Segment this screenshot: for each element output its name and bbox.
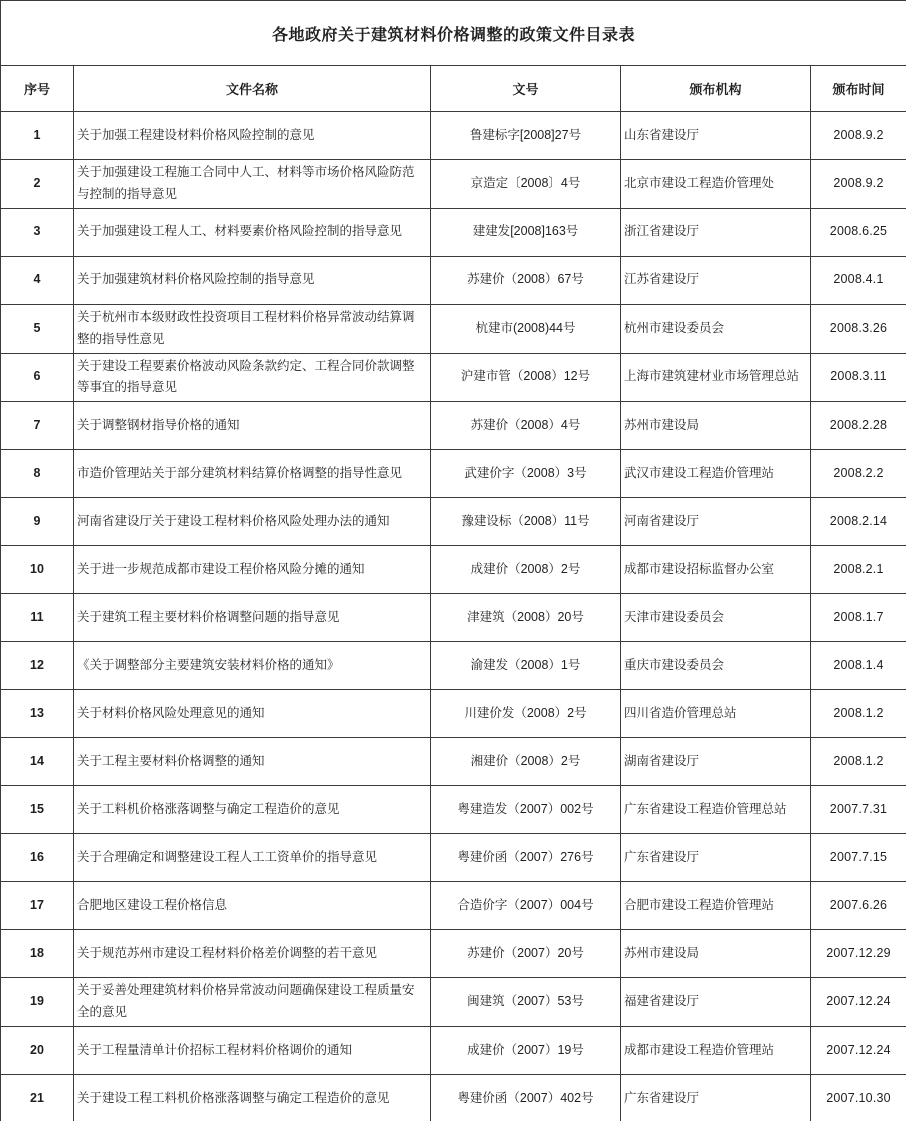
agency-cell: 天津市建设委员会	[621, 594, 811, 642]
agency-cell: 武汉市建设工程造价管理站	[621, 450, 811, 498]
agency-cell: 苏州市建设局	[621, 402, 811, 450]
doc-name-cell: 市造价管理站关于部分建筑材料结算价格调整的指导性意见	[74, 450, 431, 498]
agency-cell: 成都市建设招标监督办公室	[621, 546, 811, 594]
table-row	[1, 402, 906, 450]
doc-name-cell: 关于规范苏州市建设工程材料价格差价调整的若干意见	[74, 930, 431, 978]
header-date: 颁布时间	[811, 66, 906, 112]
agency-cell: 福建省建设厅	[621, 978, 811, 1027]
row-number-cell: 8	[1, 450, 74, 498]
date-cell: 2008.1.4	[811, 642, 906, 690]
doc-name-cell: 合肥地区建设工程价格信息	[74, 882, 431, 930]
doc-name-cell: 关于工程量清单计价招标工程材料价格调价的通知	[74, 1027, 431, 1075]
row-number-cell: 13	[1, 690, 74, 738]
row-number-cell: 3	[1, 208, 74, 256]
doc-number-cell: 成建价（2008）2号	[431, 546, 621, 594]
doc-number-cell: 武建价字（2008）3号	[431, 450, 621, 498]
agency-cell: 山东省建设厅	[621, 112, 811, 160]
date-cell: 2007.7.15	[811, 834, 906, 882]
date-cell: 2008.9.2	[811, 160, 906, 209]
table-header-row	[1, 66, 906, 112]
header-doc-name: 文件名称	[74, 66, 431, 112]
date-cell: 2008.1.2	[811, 738, 906, 786]
row-number-cell: 19	[1, 978, 74, 1027]
row-number-cell: 7	[1, 402, 74, 450]
doc-number-cell: 豫建设标（2008）11号	[431, 498, 621, 546]
row-number-cell: 2	[1, 160, 74, 209]
doc-name-cell: 关于加强工程建设材料价格风险控制的意见	[74, 112, 431, 160]
table-row	[1, 786, 906, 834]
date-cell: 2008.2.1	[811, 546, 906, 594]
date-cell: 2008.4.1	[811, 256, 906, 304]
agency-cell: 苏州市建设局	[621, 930, 811, 978]
table-row	[1, 738, 906, 786]
table-row	[1, 546, 906, 594]
doc-number-cell: 合造价字（2007）004号	[431, 882, 621, 930]
table-row	[1, 690, 906, 738]
agency-cell: 湖南省建设厅	[621, 738, 811, 786]
doc-number-cell: 沪建市管（2008）12号	[431, 353, 621, 402]
agency-cell: 广东省建设工程造价管理总站	[621, 786, 811, 834]
table-row	[1, 594, 906, 642]
agency-cell: 杭州市建设委员会	[621, 304, 811, 353]
date-cell: 2008.2.28	[811, 402, 906, 450]
date-cell: 2008.3.26	[811, 304, 906, 353]
date-cell: 2008.9.2	[811, 112, 906, 160]
doc-number-cell: 苏建价（2008）67号	[431, 256, 621, 304]
date-cell: 2008.1.2	[811, 690, 906, 738]
doc-number-cell: 建建发[2008]163号	[431, 208, 621, 256]
table-row	[1, 498, 906, 546]
row-number-cell: 21	[1, 1075, 74, 1121]
row-number-cell: 20	[1, 1027, 74, 1075]
doc-number-cell: 成建价（2007）19号	[431, 1027, 621, 1075]
table-row	[1, 450, 906, 498]
date-cell: 2007.6.26	[811, 882, 906, 930]
table-row	[1, 978, 906, 1027]
agency-cell: 成都市建设工程造价管理站	[621, 1027, 811, 1075]
date-cell: 2008.3.11	[811, 353, 906, 402]
row-number-cell: 16	[1, 834, 74, 882]
table-row	[1, 160, 906, 209]
doc-name-cell: 关于加强建筑材料价格风险控制的指导意见	[74, 256, 431, 304]
row-number-cell: 18	[1, 930, 74, 978]
row-number-cell: 17	[1, 882, 74, 930]
table-row	[1, 208, 906, 256]
agency-cell: 广东省建设厅	[621, 834, 811, 882]
date-cell: 2007.12.24	[811, 978, 906, 1027]
doc-number-cell: 粤建价函（2007）276号	[431, 834, 621, 882]
table-title-row	[1, 1, 906, 66]
doc-name-cell: 《关于调整部分主要建筑安装材料价格的通知》	[74, 642, 431, 690]
date-cell: 2007.12.24	[811, 1027, 906, 1075]
doc-number-cell: 京造定〔2008〕4号	[431, 160, 621, 209]
agency-cell: 上海市建筑建材业市场管理总站	[621, 353, 811, 402]
doc-name-cell: 关于建设工程工料机价格涨落调整与确定工程造价的意见	[74, 1075, 431, 1121]
header-no: 序号	[1, 66, 74, 112]
row-number-cell: 5	[1, 304, 74, 353]
agency-cell: 北京市建设工程造价管理处	[621, 160, 811, 209]
doc-name-cell: 关于调整钢材指导价格的通知	[74, 402, 431, 450]
date-cell: 2008.1.7	[811, 594, 906, 642]
row-number-cell: 1	[1, 112, 74, 160]
header-doc-number: 文号	[431, 66, 621, 112]
date-cell: 2007.7.31	[811, 786, 906, 834]
doc-number-cell: 鲁建标字[2008]27号	[431, 112, 621, 160]
doc-number-cell: 闽建筑（2007）53号	[431, 978, 621, 1027]
doc-name-cell: 关于进一步规范成都市建设工程价格风险分摊的通知	[74, 546, 431, 594]
doc-number-cell: 川建价发（2008）2号	[431, 690, 621, 738]
doc-number-cell: 湘建价（2008）2号	[431, 738, 621, 786]
doc-name-cell: 河南省建设厅关于建设工程材料价格风险处理办法的通知	[74, 498, 431, 546]
date-cell: 2008.2.2	[811, 450, 906, 498]
row-number-cell: 12	[1, 642, 74, 690]
row-number-cell: 6	[1, 353, 74, 402]
table-row	[1, 930, 906, 978]
table-title: 各地政府关于建筑材料价格调整的政策文件目录表	[1, 1, 906, 66]
doc-name-cell: 关于加强建设工程施工合同中人工、材料等市场价格风险防范与控制的指导意见	[74, 160, 431, 209]
table-body	[1, 112, 906, 1121]
doc-name-cell: 关于加强建设工程人工、材料要素价格风险控制的指导意见	[74, 208, 431, 256]
doc-name-cell: 关于材料价格风险处理意见的通知	[74, 690, 431, 738]
agency-cell: 河南省建设厅	[621, 498, 811, 546]
table-row	[1, 642, 906, 690]
doc-number-cell: 苏建价（2007）20号	[431, 930, 621, 978]
row-number-cell: 9	[1, 498, 74, 546]
doc-number-cell: 苏建价（2008）4号	[431, 402, 621, 450]
doc-name-cell: 关于合理确定和调整建设工程人工工资单价的指导意见	[74, 834, 431, 882]
doc-number-cell: 粤建价函（2007）402号	[431, 1075, 621, 1121]
date-cell: 2008.2.14	[811, 498, 906, 546]
agency-cell: 重庆市建设委员会	[621, 642, 811, 690]
agency-cell: 合肥市建设工程造价管理站	[621, 882, 811, 930]
table-row	[1, 353, 906, 402]
row-number-cell: 10	[1, 546, 74, 594]
date-cell: 2007.12.29	[811, 930, 906, 978]
table-row	[1, 1027, 906, 1075]
doc-name-cell: 关于建设工程要素价格波动风险条款约定、工程合同价款调整等事宜的指导意见	[74, 353, 431, 402]
row-number-cell: 11	[1, 594, 74, 642]
row-number-cell: 14	[1, 738, 74, 786]
table-row	[1, 256, 906, 304]
table-row	[1, 882, 906, 930]
table-row	[1, 834, 906, 882]
agency-cell: 广东省建设厅	[621, 1075, 811, 1121]
doc-name-cell: 关于建筑工程主要材料价格调整问题的指导意见	[74, 594, 431, 642]
doc-name-cell: 关于妥善处理建筑材料价格异常波动问题确保建设工程质量安全的意见	[74, 978, 431, 1027]
doc-number-cell: 渝建发（2008）1号	[431, 642, 621, 690]
doc-number-cell: 粤建造发（2007）002号	[431, 786, 621, 834]
header-agency: 颁布机构	[621, 66, 811, 112]
table-row	[1, 112, 906, 160]
agency-cell: 浙江省建设厅	[621, 208, 811, 256]
row-number-cell: 15	[1, 786, 74, 834]
table-row	[1, 1075, 906, 1121]
doc-number-cell: 津建筑（2008）20号	[431, 594, 621, 642]
doc-name-cell: 关于工程主要材料价格调整的通知	[74, 738, 431, 786]
agency-cell: 四川省造价管理总站	[621, 690, 811, 738]
table-row	[1, 304, 906, 353]
row-number-cell: 4	[1, 256, 74, 304]
date-cell: 2007.10.30	[811, 1075, 906, 1121]
doc-name-cell: 关于杭州市本级财政性投资项目工程材料价格异常波动结算调整的指导性意见	[74, 304, 431, 353]
agency-cell: 江苏省建设厅	[621, 256, 811, 304]
doc-number-cell: 杭建市(2008)44号	[431, 304, 621, 353]
doc-name-cell: 关于工料机价格涨落调整与确定工程造价的意见	[74, 786, 431, 834]
date-cell: 2008.6.25	[811, 208, 906, 256]
